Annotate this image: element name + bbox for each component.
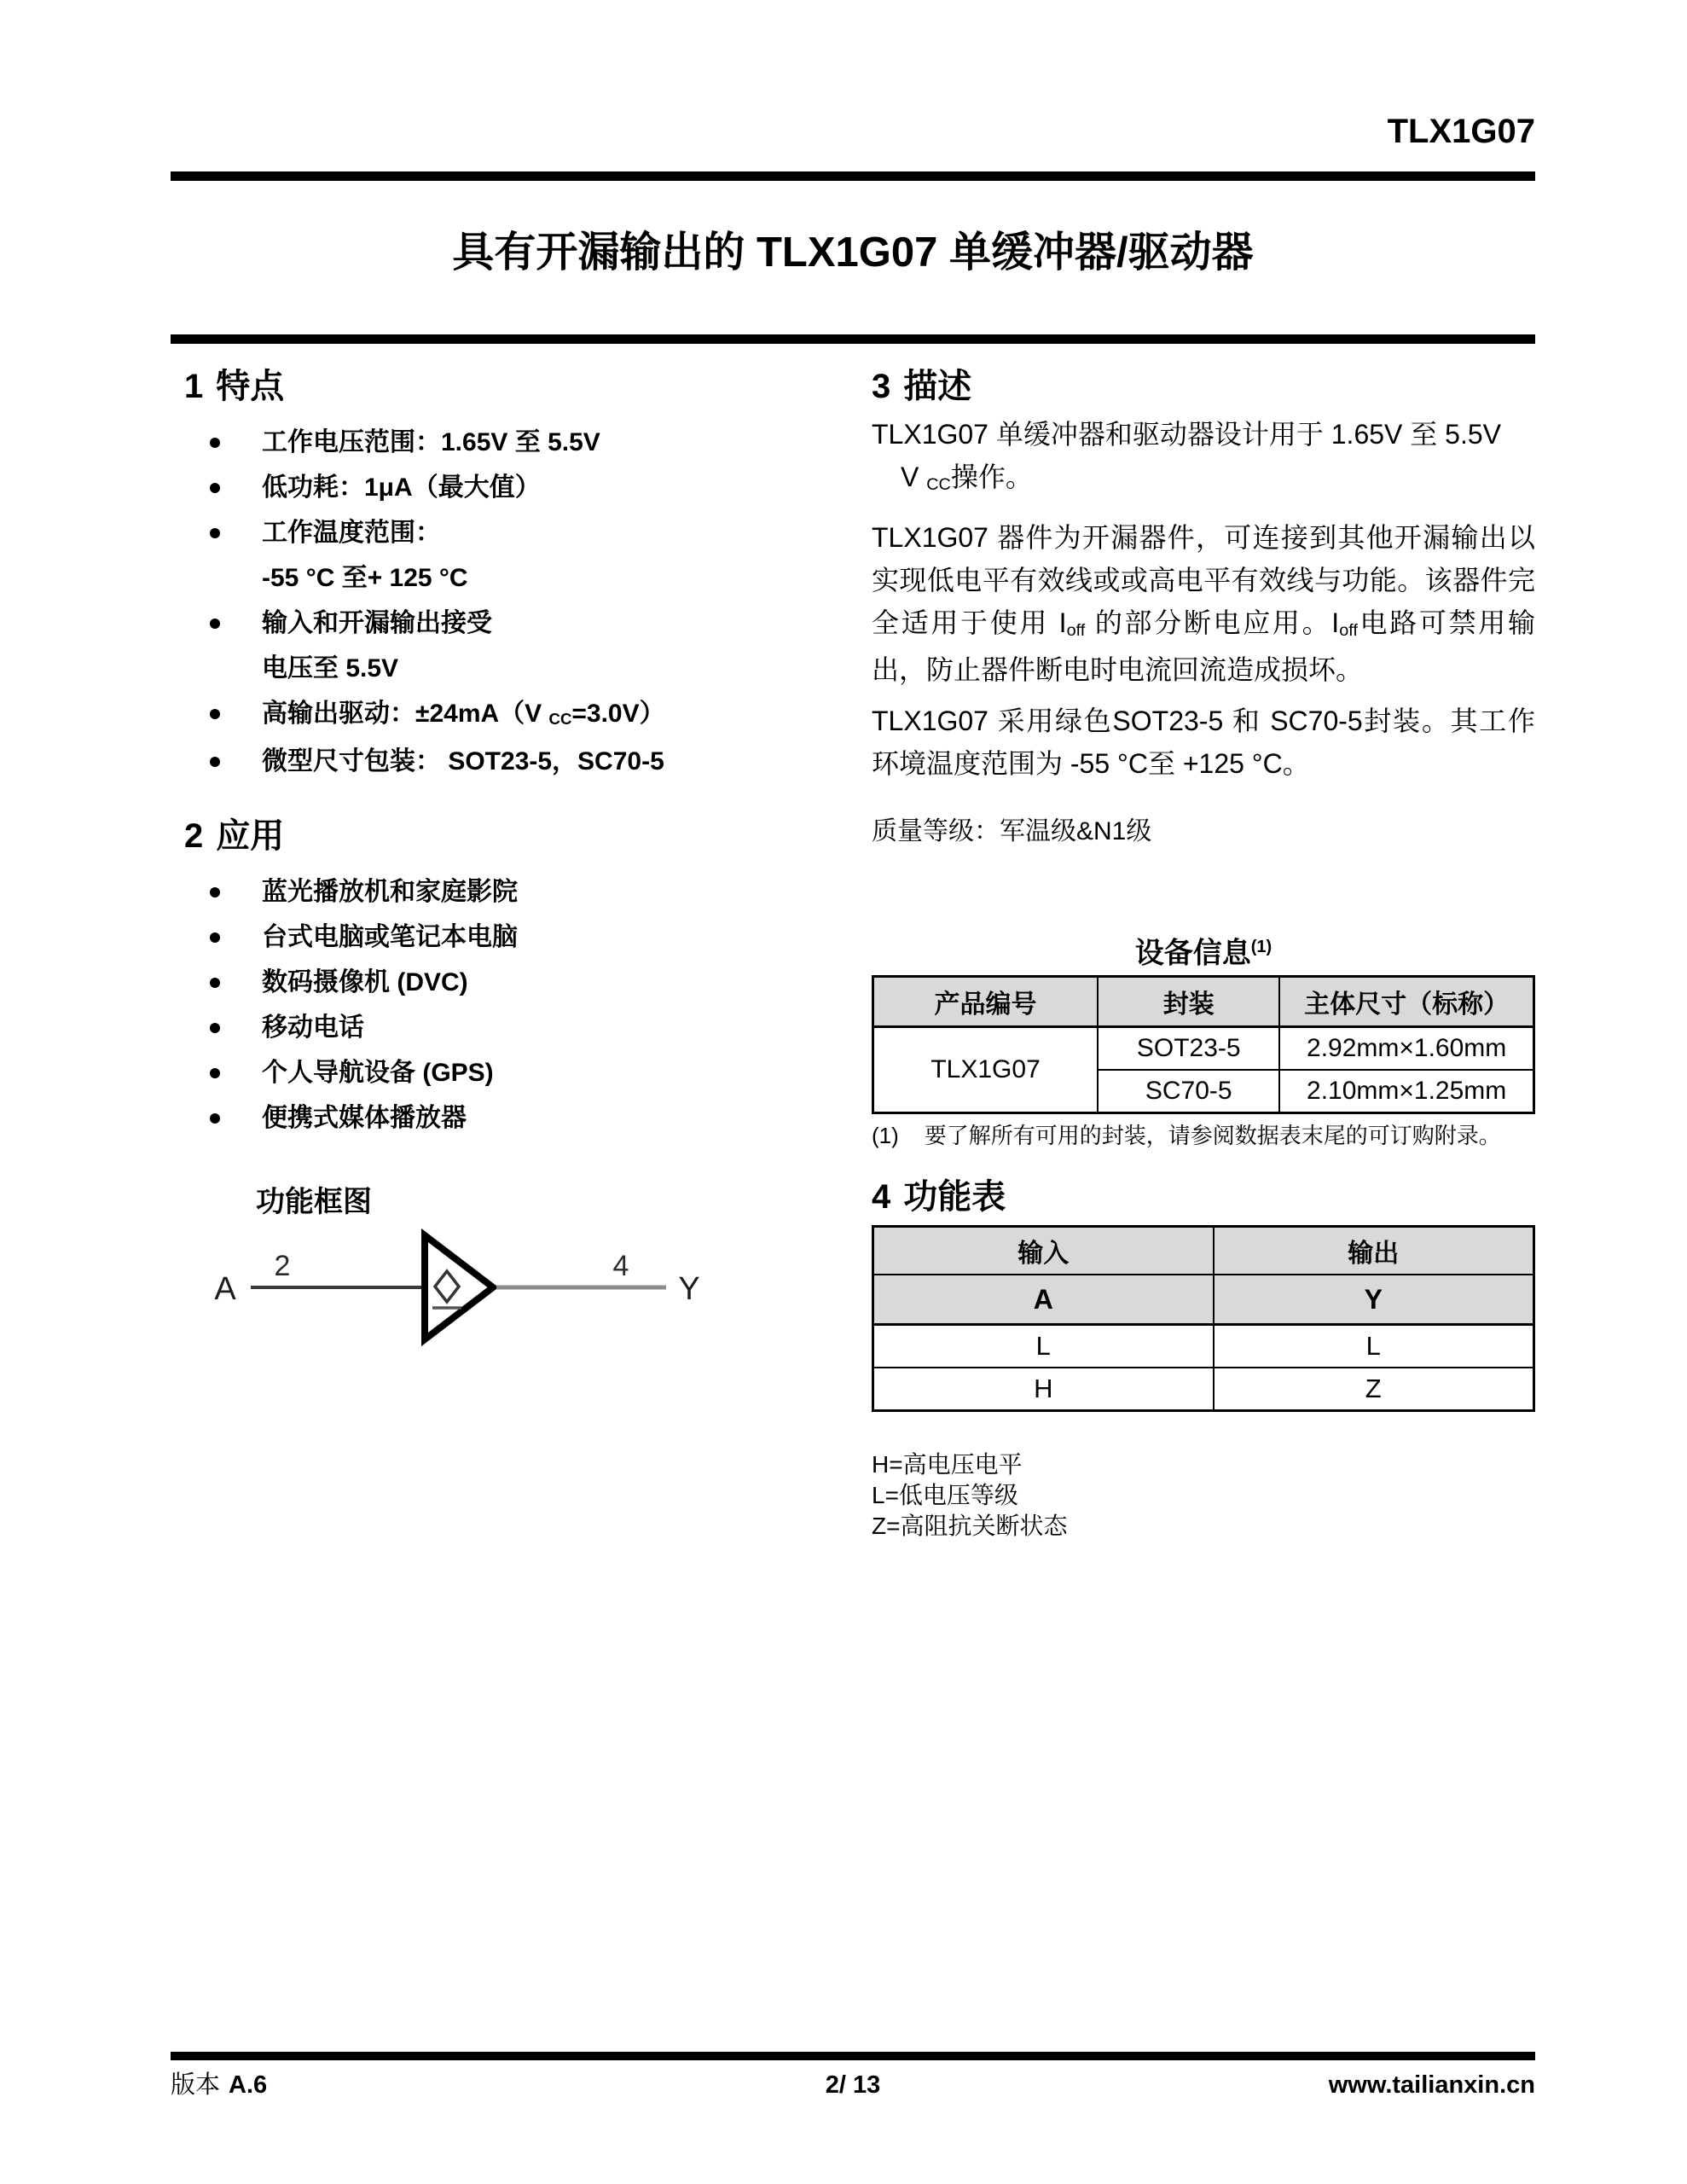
bullet-icon	[210, 619, 220, 629]
ioff-subscript: off	[1066, 620, 1086, 640]
function-table-row	[873, 1325, 1534, 1368]
block-diagram-caption: 功能框图	[256, 1186, 372, 1218]
ioff-symbol: I	[1058, 607, 1067, 638]
function-table-row	[873, 1368, 1534, 1411]
application-item	[184, 960, 841, 1005]
part-number-header: TLX1G07	[1387, 113, 1535, 150]
device-info-footnote	[872, 1121, 1535, 1150]
package-cell: SC70-5	[1098, 1070, 1279, 1113]
section-number: 4	[872, 1178, 891, 1217]
section-label: 特点	[216, 368, 285, 405]
features-list	[184, 420, 841, 784]
column-header-output: 输出	[1214, 1227, 1534, 1275]
size-cell: 2.10mm×1.25mm	[1279, 1070, 1533, 1113]
description-line: TLX1G07 单缓冲器和驱动器设计用于 1.65V 至 5.5V	[872, 419, 1501, 450]
bullet-icon	[210, 1068, 220, 1078]
device-info-header-row	[873, 977, 1534, 1027]
version-label: 版本	[171, 2071, 221, 2099]
function-table-header-row	[873, 1227, 1534, 1275]
bullet-icon	[210, 978, 220, 988]
function-table	[872, 1225, 1535, 1412]
right-column	[872, 367, 1535, 1542]
application-text: 便携式媒体播放器	[262, 1104, 467, 1132]
device-info-table	[872, 975, 1535, 1114]
column-header-package: 封装	[1098, 977, 1279, 1027]
bullet-icon	[210, 483, 220, 493]
application-text: 移动电话	[262, 1014, 364, 1042]
bullet-icon	[210, 757, 220, 767]
feature-text: =3.0V）	[571, 700, 665, 728]
application-text: 个人导航设备 (GPS)	[262, 1059, 494, 1087]
description-paragraph-2	[872, 516, 1535, 691]
bullet-icon	[210, 1113, 220, 1124]
application-item	[184, 915, 841, 960]
section-number: 1	[184, 368, 204, 405]
feature-text-continuation: 电压至 5.5V	[262, 654, 399, 682]
device-info-title-text: 设备信息	[1134, 937, 1251, 970]
bullet-icon	[210, 887, 220, 897]
vcc-subscript: CC	[926, 474, 951, 494]
applications-list	[184, 869, 841, 1141]
description-heading	[872, 367, 1535, 406]
header-rule	[171, 171, 1535, 181]
description-text: 的部分断电应用。	[1085, 607, 1332, 638]
application-text: 数码摄像机 (DVC)	[262, 968, 468, 996]
application-text: 台式电脑或笔记本电脑	[262, 923, 518, 951]
legend-line: Z=高阻抗关断状态	[872, 1513, 1068, 1540]
footnote-reference: (1)	[1250, 938, 1272, 956]
ioff-subscript: off	[1339, 620, 1358, 640]
input-pin-number: 2	[274, 1250, 291, 1282]
output-state-cell: Z	[1214, 1368, 1534, 1411]
description-paragraph-1	[872, 413, 1535, 502]
feature-item	[184, 691, 841, 739]
signal-header-a: A	[873, 1275, 1214, 1325]
footer-version	[171, 2065, 625, 2100]
input-state-cell: L	[873, 1325, 1214, 1368]
input-state-cell: H	[873, 1368, 1214, 1411]
version-value: A.6	[229, 2071, 268, 2099]
features-heading	[184, 367, 841, 406]
device-info-title	[872, 928, 1535, 972]
function-table-legend	[872, 1449, 1535, 1542]
bullet-icon	[210, 1023, 220, 1033]
feature-item	[184, 601, 841, 691]
feature-text: 微型尺寸包装： SOT23-5，SC70-5	[262, 747, 664, 775]
application-item	[184, 1050, 841, 1095]
signal-header-y: Y	[1214, 1275, 1534, 1325]
section-number: 2	[184, 817, 204, 855]
vcc-symbol: V	[901, 462, 927, 492]
description-line	[872, 456, 1535, 502]
feature-item	[184, 739, 841, 784]
page-footer	[171, 2065, 1535, 2100]
description-paragraph-3: TLX1G07 采用绿色SOT23-5 和 SC70-5封装。其工作环境温度范围为 -55 °C至 +125 °C。	[872, 706, 1535, 779]
bullet-icon	[210, 932, 220, 943]
applications-heading	[184, 816, 841, 856]
output-pin-number: 4	[612, 1250, 629, 1282]
column-header-part: 产品编号	[873, 977, 1099, 1027]
application-text: 蓝光播放机和家庭影院	[262, 878, 518, 906]
vcc-subscript: CC	[548, 710, 572, 729]
feature-item	[184, 420, 841, 465]
function-table-heading	[872, 1177, 1535, 1217]
section-number: 3	[872, 368, 891, 405]
column-header-input: 输入	[873, 1227, 1214, 1275]
left-column	[184, 367, 841, 1356]
section-label: 功能表	[903, 1178, 1006, 1217]
footer-rule	[171, 2052, 1535, 2060]
device-info-row	[873, 1027, 1534, 1071]
package-cell: SOT23-5	[1098, 1027, 1279, 1071]
section-label: 描述	[903, 368, 972, 405]
feature-item	[184, 465, 841, 510]
feature-text: 工作温度范围：	[262, 519, 441, 547]
bullet-icon	[210, 709, 220, 719]
part-number-cell: TLX1G07	[873, 1027, 1099, 1113]
footnote-marker: (1)	[872, 1123, 899, 1149]
description-text: 电路可禁用输出，防止器件断电时电流回流造成损坏。	[872, 607, 1535, 685]
feature-item	[184, 510, 841, 601]
legend-line: L=低电压等级	[872, 1482, 1018, 1509]
output-state-cell: L	[1214, 1325, 1534, 1368]
application-item	[184, 1095, 841, 1141]
output-port-label: Y	[678, 1271, 700, 1307]
feature-text-continuation: -55 °C 至+ 125 °C	[262, 564, 468, 592]
application-item	[184, 869, 841, 915]
input-port-label: A	[214, 1271, 236, 1307]
description-text: 操作。	[950, 462, 1033, 492]
function-table-signal-row	[873, 1275, 1534, 1325]
bullet-icon	[210, 438, 220, 448]
footer-website: www.tailianxin.cn	[1328, 2071, 1535, 2099]
application-item	[184, 1005, 841, 1050]
size-cell: 2.92mm×1.60mm	[1279, 1027, 1533, 1071]
page-number: 2/ 13	[825, 2071, 881, 2099]
feature-text: 低功耗：1μA（最大值）	[262, 473, 541, 502]
title-rule	[171, 334, 1535, 344]
feature-text: 工作电压范围：1.65V 至 5.5V	[262, 428, 600, 456]
footnote-text: 要了解所有可用的封装，请参阅数据表末尾的可订购附录。	[924, 1123, 1501, 1149]
page-title: 具有开漏输出的 TLX1G07 单缓冲器/驱动器	[452, 229, 1254, 276]
section-label: 应用	[216, 817, 285, 855]
legend-line: H=高电压电平	[872, 1451, 1023, 1478]
feature-text: 高输出驱动：±24mA（V	[262, 700, 549, 728]
description-text: TLX1G07 器件为开漏器件，可连接到其他开漏输出以实现低电平有效线或或高电平有效线与功能。该器件完全适用于使用	[872, 522, 1535, 638]
functional-block-diagram	[184, 1228, 832, 1356]
feature-text: 输入和开漏输出接受	[262, 609, 492, 637]
column-header-size: 主体尺寸（标称）	[1279, 977, 1533, 1027]
bullet-icon	[210, 528, 220, 538]
ioff-symbol: I	[1331, 607, 1340, 638]
quality-grade-note: 质量等级：军温级&N1级	[872, 817, 1152, 845]
